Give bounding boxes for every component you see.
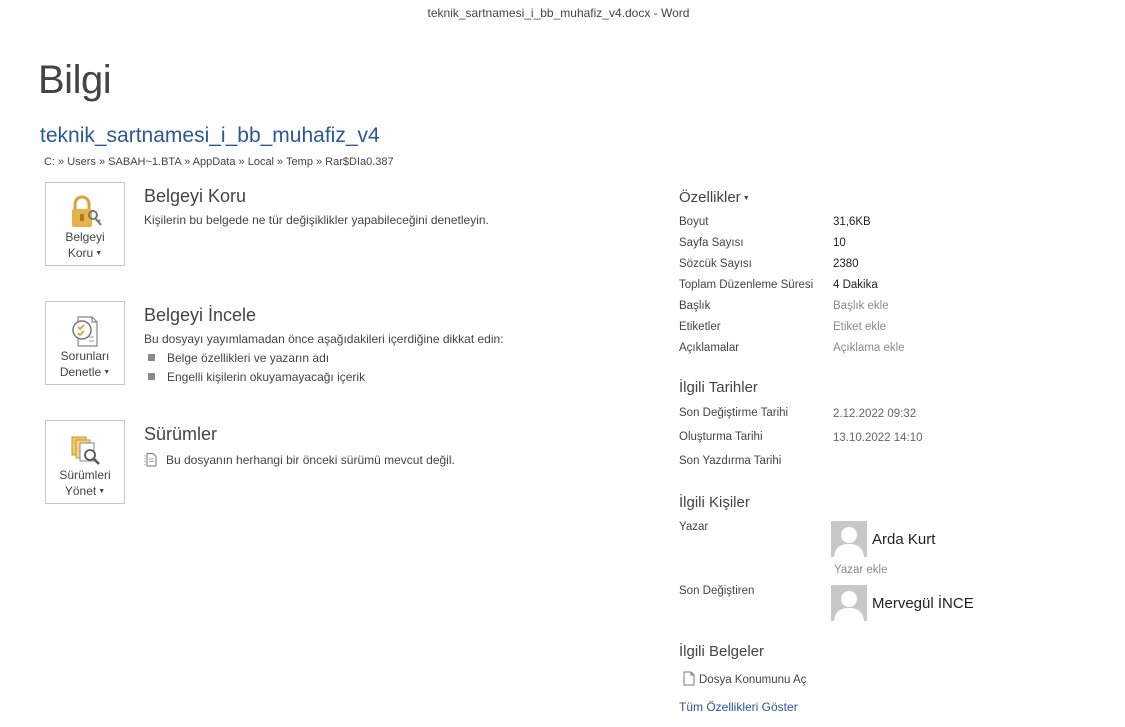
open-file-location-label: Dosya Konumunu Aç <box>699 674 807 686</box>
bullet-square-icon <box>148 373 155 380</box>
add-author-input[interactable]: Yazar ekle <box>834 564 888 576</box>
document-path[interactable]: C: » Users » SABAH~1.BTA » AppData » Local » Temp » Rar$DIa0.387 <box>44 156 394 168</box>
title-input[interactable]: Başlık ekle <box>833 300 889 312</box>
date-key: Oluşturma Tarihi <box>679 431 763 443</box>
related-people-title: İlgili Kişiler <box>679 494 750 511</box>
last-modified-by-label: Son Değiştiren <box>679 585 755 597</box>
property-key: Toplam Düzenleme Süresi <box>679 279 814 291</box>
date-value: 2.12.2022 09:32 <box>833 408 917 420</box>
person-silhouette-icon <box>831 521 867 557</box>
property-key: Başlık <box>679 300 711 312</box>
inspect-checklist-icon <box>68 314 104 348</box>
versions-section-title: Sürümler <box>144 424 218 444</box>
manage-versions-label-1: Sürümleri <box>59 468 111 482</box>
date-value: 13.10.2022 14:10 <box>833 432 923 444</box>
property-key: Boyut <box>679 216 709 228</box>
properties-header[interactable] <box>679 189 750 206</box>
protect-section-desc: Kişilerin bu belgede ne tür değişiklikler yapabileceğini denetleyin. <box>144 213 489 227</box>
avatar[interactable] <box>831 585 867 621</box>
document-name: teknik_sartnamesi_i_bb_muhafiz_v4 <box>40 124 380 147</box>
author-name[interactable]: Arda Kurt <box>872 531 936 548</box>
property-value: 2380 <box>833 258 859 270</box>
inspect-bullet-text: Engelli kişilerin okuyamayacağı içerik <box>167 370 366 384</box>
window-title: teknik_sartnamesi_i_bb_muhafiz_v4.docx - Word <box>427 6 690 20</box>
lock-key-icon <box>68 195 104 229</box>
property-value: 10 <box>833 237 846 249</box>
caret-down-icon: ▼ <box>98 488 106 495</box>
property-key: Sözcük Sayısı <box>679 258 752 270</box>
related-documents-title: İlgili Belgeler <box>679 643 765 660</box>
date-key: Son Değiştirme Tarihi <box>679 407 789 419</box>
protect-section-title: Belgeyi Koru <box>144 186 247 206</box>
protect-document-button[interactable] <box>45 182 125 266</box>
caret-down-icon: ▼ <box>95 250 103 257</box>
inspect-bullet <box>148 351 329 365</box>
property-value: 4 Dakika <box>833 279 878 291</box>
caret-down-icon: ▼ <box>103 369 111 376</box>
property-key: Açıklamalar <box>679 342 740 354</box>
protect-button-label-1: Belgeyi <box>65 230 105 244</box>
inspect-section-desc: Bu dosyayı yayımlamadan önce aşağıdakileri içerdiğine dikkat edin: <box>144 332 504 346</box>
tags-input[interactable]: Etiket ekle <box>833 321 887 333</box>
versions-section-desc-row <box>144 452 455 470</box>
versions-section-desc: Bu dosyanın herhangi bir önceki sürümü mevcut değil. <box>166 453 455 467</box>
last-modified-by-name[interactable]: Mervegül İNCE <box>872 595 974 612</box>
property-key: Sayfa Sayısı <box>679 237 744 249</box>
manage-versions-button[interactable] <box>45 420 125 504</box>
inspect-bullet <box>148 370 365 384</box>
date-key: Son Yazdırma Tarihi <box>679 455 782 467</box>
check-issues-label-2: Denetle <box>59 365 102 379</box>
show-all-properties-link[interactable]: Tüm Özellikleri Göster <box>679 700 798 714</box>
property-key: Etiketler <box>679 321 721 333</box>
versions-magnifier-icon <box>68 433 104 467</box>
related-dates-title: İlgili Tarihler <box>679 379 758 396</box>
page-title: Bilgi <box>38 58 112 102</box>
protect-button-label-2: Koru <box>67 246 94 260</box>
property-value: 31,6KB <box>833 216 871 228</box>
check-issues-button[interactable] <box>45 301 125 385</box>
bullet-square-icon <box>148 354 155 361</box>
author-label: Yazar <box>679 521 709 533</box>
inspect-bullet-text: Belge özellikleri ve yazarın adı <box>167 351 330 365</box>
open-file-location-link[interactable] <box>683 671 806 689</box>
file-icon <box>683 671 695 689</box>
inspect-section-title: Belgeyi İncele <box>144 305 257 325</box>
manage-versions-label-2: Yönet <box>64 484 97 498</box>
comments-input[interactable]: Açıklama ekle <box>833 342 905 354</box>
properties-title: Özellikler <box>679 189 741 206</box>
caret-down-icon: ▼ <box>742 195 750 202</box>
person-silhouette-icon <box>831 585 867 621</box>
check-issues-label-1: Sorunları <box>60 349 110 363</box>
document-icon <box>144 452 158 470</box>
avatar[interactable] <box>831 521 867 557</box>
